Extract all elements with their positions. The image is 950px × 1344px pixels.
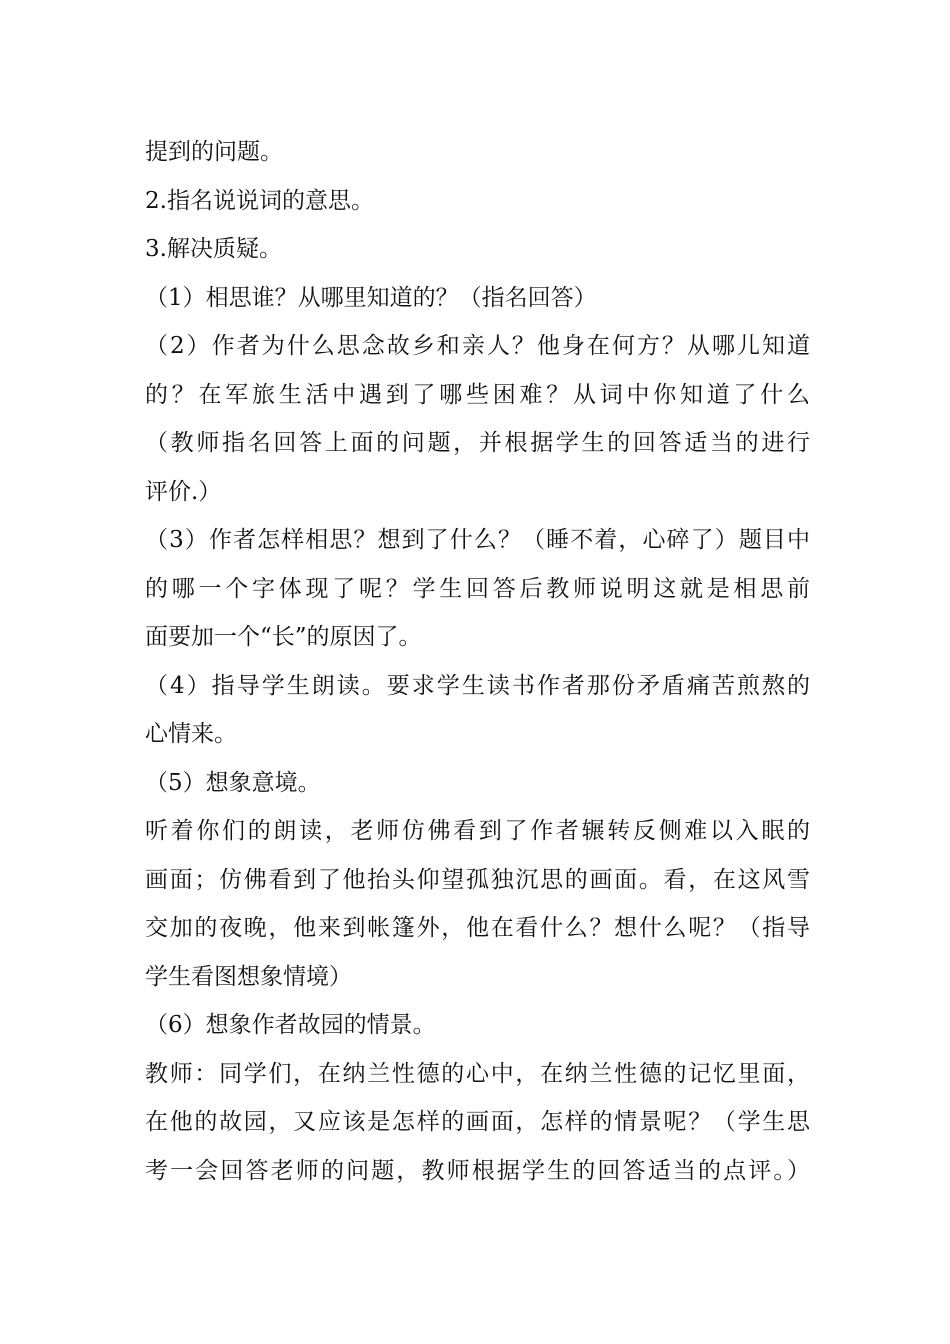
text-line: （6）想象作者故园的情景。 (145, 1012, 436, 1038)
text-line: 交加的夜晚，他来到帐篷外，他在看什么？想什么呢？（指导 (145, 915, 810, 941)
text-line: （4）指导学生朗读。要求学生读书作者那份矛盾痛苦煎熬的 (145, 672, 810, 699)
text-line: （2）作者为什么思念故乡和亲人？他身在何方？从哪儿知道 (145, 333, 810, 359)
text-line: 的哪一个字体现了呢？学生回答后教师说明这就是相思前 (145, 575, 810, 602)
text-line: 3.解决质疑。 (145, 236, 282, 262)
text-line: 考一会回答老师的问题，教师根据学生的回答适当的点评。） (145, 1157, 810, 1184)
text-line: 心情来。 (145, 721, 237, 747)
text-line: 在他的故园，又应该是怎样的画面，怎样的情景呢？（学生思 (145, 1109, 810, 1135)
text-line: 面要加一个“长”的原因了。 (145, 624, 422, 650)
text-line: 学生看图想象情境） (145, 963, 352, 990)
text-line: 2.指名说说词的意思。 (145, 187, 374, 214)
text-line: 听着你们的朗读，老师仿佛看到了作者辗转反侧难以入眠的 (145, 818, 810, 844)
text-line: （3）作者怎样相思？想到了什么？（睡不着，心碎了）题目中 (145, 527, 810, 553)
text-line: （1）相思谁？从哪里知道的？（指名回答） (145, 284, 597, 311)
text-line: 提到的问题。 (145, 139, 283, 165)
text-line: 画面；仿佛看到了他抬头仰望孤独沉思的画面。看，在这风雪 (145, 866, 810, 893)
text-line: 教师：同学们，在纳兰性德的心中，在纳兰性德的记忆里面， (145, 1060, 810, 1087)
document-page (145, 128, 810, 1195)
text-line: （5）想象意境。 (145, 769, 321, 796)
text-line: （教师指名回答上面的问题，并根据学生的回答适当的进行 (145, 430, 810, 456)
text-line: 评价.） (145, 478, 222, 505)
text-line: 的？在军旅生活中遇到了哪些困难？从词中你知道了什么 (145, 381, 810, 408)
